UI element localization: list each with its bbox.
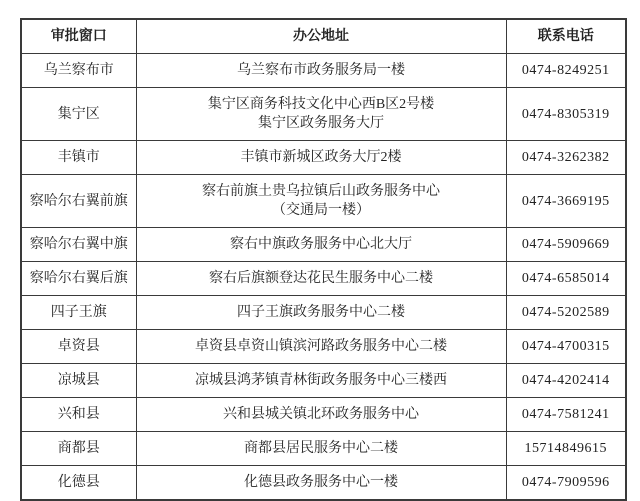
window-cell: 察哈尔右翼前旗 xyxy=(21,175,136,228)
phone-cell: 0474-6585014 xyxy=(506,262,626,296)
window-cell: 丰镇市 xyxy=(21,141,136,175)
address-line: 集宁区政务服务大厅 xyxy=(258,116,384,131)
address-line: （交通局一楼） xyxy=(272,203,370,218)
table-row xyxy=(21,398,626,432)
table-row xyxy=(21,175,626,228)
table-row xyxy=(21,432,626,466)
table-row xyxy=(21,54,626,88)
approval-contact-table xyxy=(20,18,627,501)
table-row xyxy=(21,330,626,364)
address-line: 兴和县城关镇北环政务服务中心 xyxy=(223,407,419,422)
address-cell xyxy=(136,54,506,88)
window-cell: 乌兰察布市 xyxy=(21,54,136,88)
address-cell xyxy=(136,466,506,501)
address-line: 乌兰察布市政务服务局一楼 xyxy=(237,63,405,78)
address-cell xyxy=(136,364,506,398)
address-line: 卓资县卓资山镇滨河路政务服务中心二楼 xyxy=(195,339,447,354)
address-cell xyxy=(136,296,506,330)
phone-cell: 15714849615 xyxy=(506,432,626,466)
phone-cell: 0474-7909596 xyxy=(506,466,626,501)
address-line: 化德县政务服务中心一楼 xyxy=(244,475,398,490)
window-cell: 四子王旗 xyxy=(21,296,136,330)
table-row xyxy=(21,262,626,296)
window-cell: 兴和县 xyxy=(21,398,136,432)
address-cell xyxy=(136,330,506,364)
window-cell: 卓资县 xyxy=(21,330,136,364)
phone-cell: 0474-4202414 xyxy=(506,364,626,398)
address-line: 集宁区商务科技文化中心西B区2号楼 xyxy=(207,97,435,112)
phone-cell: 0474-3669195 xyxy=(506,175,626,228)
window-cell: 商都县 xyxy=(21,432,136,466)
address-line: 凉城县鸿茅镇青林街政务服务中心三楼西 xyxy=(195,373,447,388)
table-row xyxy=(21,466,626,501)
table-row xyxy=(21,228,626,262)
address-line: 四子王旗政务服务中心二楼 xyxy=(237,305,405,320)
address-cell xyxy=(136,228,506,262)
address-cell xyxy=(136,88,506,141)
table-row xyxy=(21,141,626,175)
window-cell: 化德县 xyxy=(21,466,136,501)
header-cell-window: 审批窗口 xyxy=(21,19,136,54)
address-line: 察右前旗土贵乌拉镇后山政务服务中心 xyxy=(202,184,440,199)
phone-cell: 0474-5202589 xyxy=(506,296,626,330)
table-row xyxy=(21,88,626,141)
phone-cell: 0474-8305319 xyxy=(506,88,626,141)
table-row xyxy=(21,364,626,398)
address-line: 察右后旗额登达花民生服务中心二楼 xyxy=(209,271,433,286)
table-row xyxy=(21,296,626,330)
address-line: 商都县居民服务中心二楼 xyxy=(244,441,398,456)
window-cell: 集宁区 xyxy=(21,88,136,141)
address-line: 察右中旗政务服务中心北大厅 xyxy=(230,237,412,252)
window-cell: 察哈尔右翼后旗 xyxy=(21,262,136,296)
phone-cell: 0474-8249251 xyxy=(506,54,626,88)
address-line: 丰镇市新城区政务大厅2楼 xyxy=(240,150,402,165)
phone-cell: 0474-5909669 xyxy=(506,228,626,262)
address-cell xyxy=(136,432,506,466)
address-cell xyxy=(136,262,506,296)
address-cell xyxy=(136,175,506,228)
header-cell-phone: 联系电话 xyxy=(506,19,626,54)
phone-cell: 0474-7581241 xyxy=(506,398,626,432)
address-cell xyxy=(136,141,506,175)
window-cell: 察哈尔右翼中旗 xyxy=(21,228,136,262)
table-body xyxy=(21,54,626,501)
phone-cell: 0474-4700315 xyxy=(506,330,626,364)
phone-cell: 0474-3262382 xyxy=(506,141,626,175)
header-cell-address: 办公地址 xyxy=(136,19,506,54)
address-cell xyxy=(136,398,506,432)
window-cell: 凉城县 xyxy=(21,364,136,398)
header-row xyxy=(21,19,626,54)
